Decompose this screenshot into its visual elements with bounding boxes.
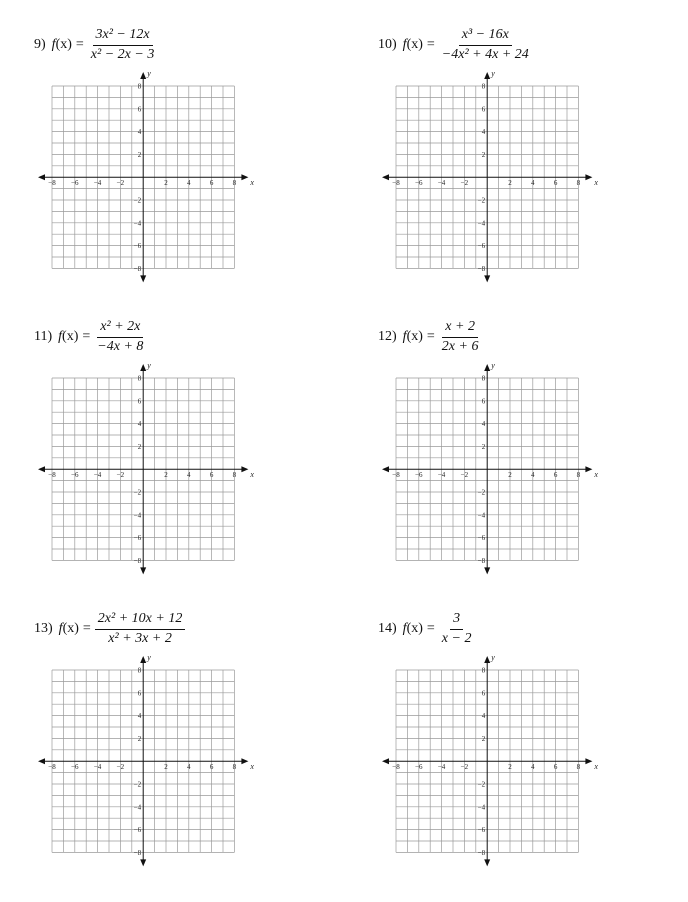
x-tick-label: 4 <box>531 763 535 772</box>
y-tick-label: −2 <box>133 196 142 205</box>
x-tick-label: −6 <box>71 471 79 480</box>
y-tick-label: −2 <box>133 780 142 789</box>
problem-11 <box>34 314 334 584</box>
y-axis-label: y <box>491 361 495 370</box>
arrow-up-icon <box>140 364 146 371</box>
numerator: x + 2 <box>442 320 478 338</box>
x-tick-label: 6 <box>209 763 214 772</box>
problem-number: 12) <box>378 329 397 344</box>
denominator: x − 2 <box>441 630 472 646</box>
x-tick-label: −4 <box>93 179 102 188</box>
x-tick-label: 2 <box>164 763 168 772</box>
arrow-up-icon <box>140 656 146 663</box>
problem-header <box>378 314 481 360</box>
x-tick-label: −2 <box>116 179 125 188</box>
arrow-down-icon <box>140 859 146 866</box>
x-tick-label: −2 <box>460 179 469 188</box>
x-tick-label: −8 <box>392 179 400 188</box>
y-tick-label: 4 <box>137 712 142 721</box>
problem-number: 14) <box>378 621 397 636</box>
y-tick-label: −8 <box>133 556 142 565</box>
arrow-right-icon <box>241 466 248 472</box>
y-tick-label: −6 <box>133 826 142 835</box>
fraction <box>95 612 186 646</box>
denominator: −4x² + 4x + 24 <box>441 46 529 62</box>
problem-14 <box>378 606 678 876</box>
problem-number: 13) <box>34 621 53 636</box>
arrow-down-icon <box>484 859 490 866</box>
denominator: 2x + 6 <box>441 338 479 354</box>
x-tick-label: 6 <box>553 471 558 480</box>
x-tick-label: 8 <box>576 471 581 480</box>
x-tick-label: −6 <box>415 763 423 772</box>
arrow-left-icon <box>38 466 45 472</box>
arrow-down-icon <box>484 567 490 574</box>
y-tick-label: −6 <box>133 242 142 251</box>
equals-sign: = <box>426 329 435 344</box>
y-tick-label: 2 <box>481 150 486 159</box>
numerator: 3x² − 12x <box>93 28 153 46</box>
x-axis-label: x <box>250 178 254 188</box>
function-name: f(x) <box>58 621 79 636</box>
y-tick-label: 6 <box>137 105 142 114</box>
x-tick-label: 6 <box>209 471 214 480</box>
function-name: f(x) <box>58 329 79 344</box>
coordinate-grid[interactable] <box>378 68 598 288</box>
y-tick-label: −8 <box>477 848 486 857</box>
x-axis-label: x <box>594 178 598 188</box>
x-tick-label: 2 <box>164 471 168 480</box>
arrow-left-icon <box>38 758 45 764</box>
y-tick-label: −4 <box>133 219 142 228</box>
problem-number: 10) <box>378 37 397 52</box>
equals-sign: = <box>426 621 435 636</box>
arrow-left-icon <box>382 174 389 180</box>
x-tick-label: 8 <box>232 179 237 188</box>
x-tick-label: −8 <box>48 763 56 772</box>
x-tick-label: 8 <box>576 763 581 772</box>
y-tick-label: 6 <box>137 689 142 698</box>
y-tick-label: 8 <box>481 374 486 383</box>
y-tick-label: 8 <box>137 82 142 91</box>
problem-number: 9) <box>34 37 46 52</box>
x-tick-label: −2 <box>460 471 469 480</box>
problem-header <box>378 22 532 68</box>
arrow-up-icon <box>140 72 146 79</box>
y-tick-label: −8 <box>133 264 142 273</box>
x-axis-label: x <box>594 470 598 480</box>
problem-12 <box>378 314 678 584</box>
problem-header <box>378 606 474 652</box>
x-tick-label: −8 <box>392 763 400 772</box>
x-tick-label: −6 <box>415 471 423 480</box>
fraction <box>439 612 475 646</box>
denominator: x² − 2x − 3 <box>90 46 155 62</box>
function-name: f(x) <box>51 37 72 52</box>
denominator: x² + 3x + 2 <box>108 630 172 646</box>
problem-header <box>34 314 146 360</box>
coordinate-grid[interactable] <box>378 652 598 872</box>
y-tick-label: 2 <box>137 734 142 743</box>
arrow-right-icon <box>585 174 592 180</box>
x-tick-label: −6 <box>415 179 423 188</box>
x-tick-label: 4 <box>187 179 191 188</box>
y-tick-label: 6 <box>137 397 142 406</box>
y-axis-label: y <box>147 69 151 78</box>
x-tick-label: 6 <box>553 179 558 188</box>
x-tick-label: 4 <box>531 179 535 188</box>
x-tick-label: 4 <box>531 471 535 480</box>
coordinate-grid[interactable] <box>34 652 254 872</box>
x-tick-label: 2 <box>164 179 168 188</box>
arrow-down-icon <box>140 275 146 282</box>
equals-sign: = <box>82 621 91 636</box>
x-tick-label: −6 <box>71 179 79 188</box>
x-tick-label: −8 <box>48 179 56 188</box>
problem-10 <box>378 22 678 292</box>
arrow-left-icon <box>382 758 389 764</box>
y-tick-label: −2 <box>133 488 142 497</box>
fraction <box>439 28 532 62</box>
y-axis-label: y <box>491 69 495 78</box>
x-tick-label: −8 <box>392 471 400 480</box>
y-tick-label: 6 <box>481 397 486 406</box>
fraction <box>94 320 146 354</box>
y-tick-label: −4 <box>477 803 486 812</box>
y-tick-label: −2 <box>477 780 486 789</box>
y-axis-label: y <box>147 361 151 370</box>
y-tick-label: 4 <box>481 128 486 137</box>
x-tick-label: 8 <box>576 179 581 188</box>
equals-sign: = <box>426 37 435 52</box>
x-tick-label: 6 <box>553 763 558 772</box>
y-tick-label: 6 <box>481 105 486 114</box>
y-tick-label: −8 <box>133 848 142 857</box>
fraction <box>88 28 158 62</box>
x-tick-label: −8 <box>48 471 56 480</box>
y-axis-label: y <box>491 653 495 662</box>
x-tick-label: 2 <box>508 763 512 772</box>
arrow-right-icon <box>585 758 592 764</box>
x-axis-label: x <box>250 470 254 480</box>
problem-13 <box>34 606 334 876</box>
y-axis-label: y <box>147 653 151 662</box>
problem-number: 11) <box>34 329 53 344</box>
y-tick-label: −4 <box>133 511 142 520</box>
y-tick-label: 8 <box>137 374 142 383</box>
fraction <box>439 320 482 354</box>
arrow-up-icon <box>484 72 490 79</box>
x-tick-label: 6 <box>209 179 214 188</box>
arrow-up-icon <box>484 364 490 371</box>
x-tick-label: 8 <box>232 763 237 772</box>
y-tick-label: 8 <box>481 82 486 91</box>
problem-header <box>34 606 185 652</box>
numerator: 2x² + 10x + 12 <box>95 612 186 630</box>
arrow-down-icon <box>140 567 146 574</box>
y-tick-label: −6 <box>477 826 486 835</box>
x-tick-label: −2 <box>460 763 469 772</box>
y-tick-label: −4 <box>477 511 486 520</box>
y-tick-label: 2 <box>137 150 142 159</box>
x-tick-label: −2 <box>116 763 125 772</box>
function-name: f(x) <box>402 37 423 52</box>
x-tick-label: 2 <box>508 179 512 188</box>
x-tick-label: −4 <box>437 179 446 188</box>
arrow-right-icon <box>241 174 248 180</box>
y-tick-label: 4 <box>481 712 486 721</box>
x-tick-label: −6 <box>71 763 79 772</box>
numerator: 3 <box>450 612 463 630</box>
y-tick-label: −6 <box>477 534 486 543</box>
x-tick-label: 4 <box>187 471 191 480</box>
y-tick-label: −6 <box>477 242 486 251</box>
coordinate-grid[interactable] <box>34 360 254 580</box>
x-tick-label: −4 <box>93 471 102 480</box>
y-tick-label: 2 <box>137 442 142 451</box>
y-tick-label: −8 <box>477 556 486 565</box>
denominator: −4x + 8 <box>97 338 144 354</box>
x-tick-label: 2 <box>508 471 512 480</box>
problem-9 <box>34 22 334 292</box>
function-name: f(x) <box>402 621 423 636</box>
arrow-left-icon <box>38 174 45 180</box>
equals-sign: = <box>82 329 91 344</box>
y-tick-label: −2 <box>477 196 486 205</box>
arrow-down-icon <box>484 275 490 282</box>
coordinate-grid[interactable] <box>34 68 254 288</box>
function-name: f(x) <box>402 329 423 344</box>
y-tick-label: −4 <box>477 219 486 228</box>
numerator: x³ − 16x <box>459 28 512 46</box>
y-tick-label: 8 <box>481 666 486 675</box>
y-tick-label: −4 <box>133 803 142 812</box>
y-tick-label: 2 <box>481 734 486 743</box>
x-tick-label: 8 <box>232 471 237 480</box>
x-axis-label: x <box>250 762 254 772</box>
arrow-up-icon <box>484 656 490 663</box>
x-tick-label: 4 <box>187 763 191 772</box>
arrow-right-icon <box>241 758 248 764</box>
y-tick-label: −6 <box>133 534 142 543</box>
y-tick-label: −8 <box>477 264 486 273</box>
y-tick-label: 8 <box>137 666 142 675</box>
x-tick-label: −2 <box>116 471 125 480</box>
numerator: x² + 2x <box>97 320 143 338</box>
y-tick-label: 4 <box>137 420 142 429</box>
x-tick-label: −4 <box>93 763 102 772</box>
coordinate-grid[interactable] <box>378 360 598 580</box>
arrow-right-icon <box>585 466 592 472</box>
x-axis-label: x <box>594 762 598 772</box>
x-tick-label: −4 <box>437 763 446 772</box>
problem-header <box>34 22 157 68</box>
arrow-left-icon <box>382 466 389 472</box>
y-tick-label: 6 <box>481 689 486 698</box>
y-tick-label: −2 <box>477 488 486 497</box>
y-tick-label: 4 <box>481 420 486 429</box>
y-tick-label: 4 <box>137 128 142 137</box>
x-tick-label: −4 <box>437 471 446 480</box>
equals-sign: = <box>75 37 84 52</box>
y-tick-label: 2 <box>481 442 486 451</box>
